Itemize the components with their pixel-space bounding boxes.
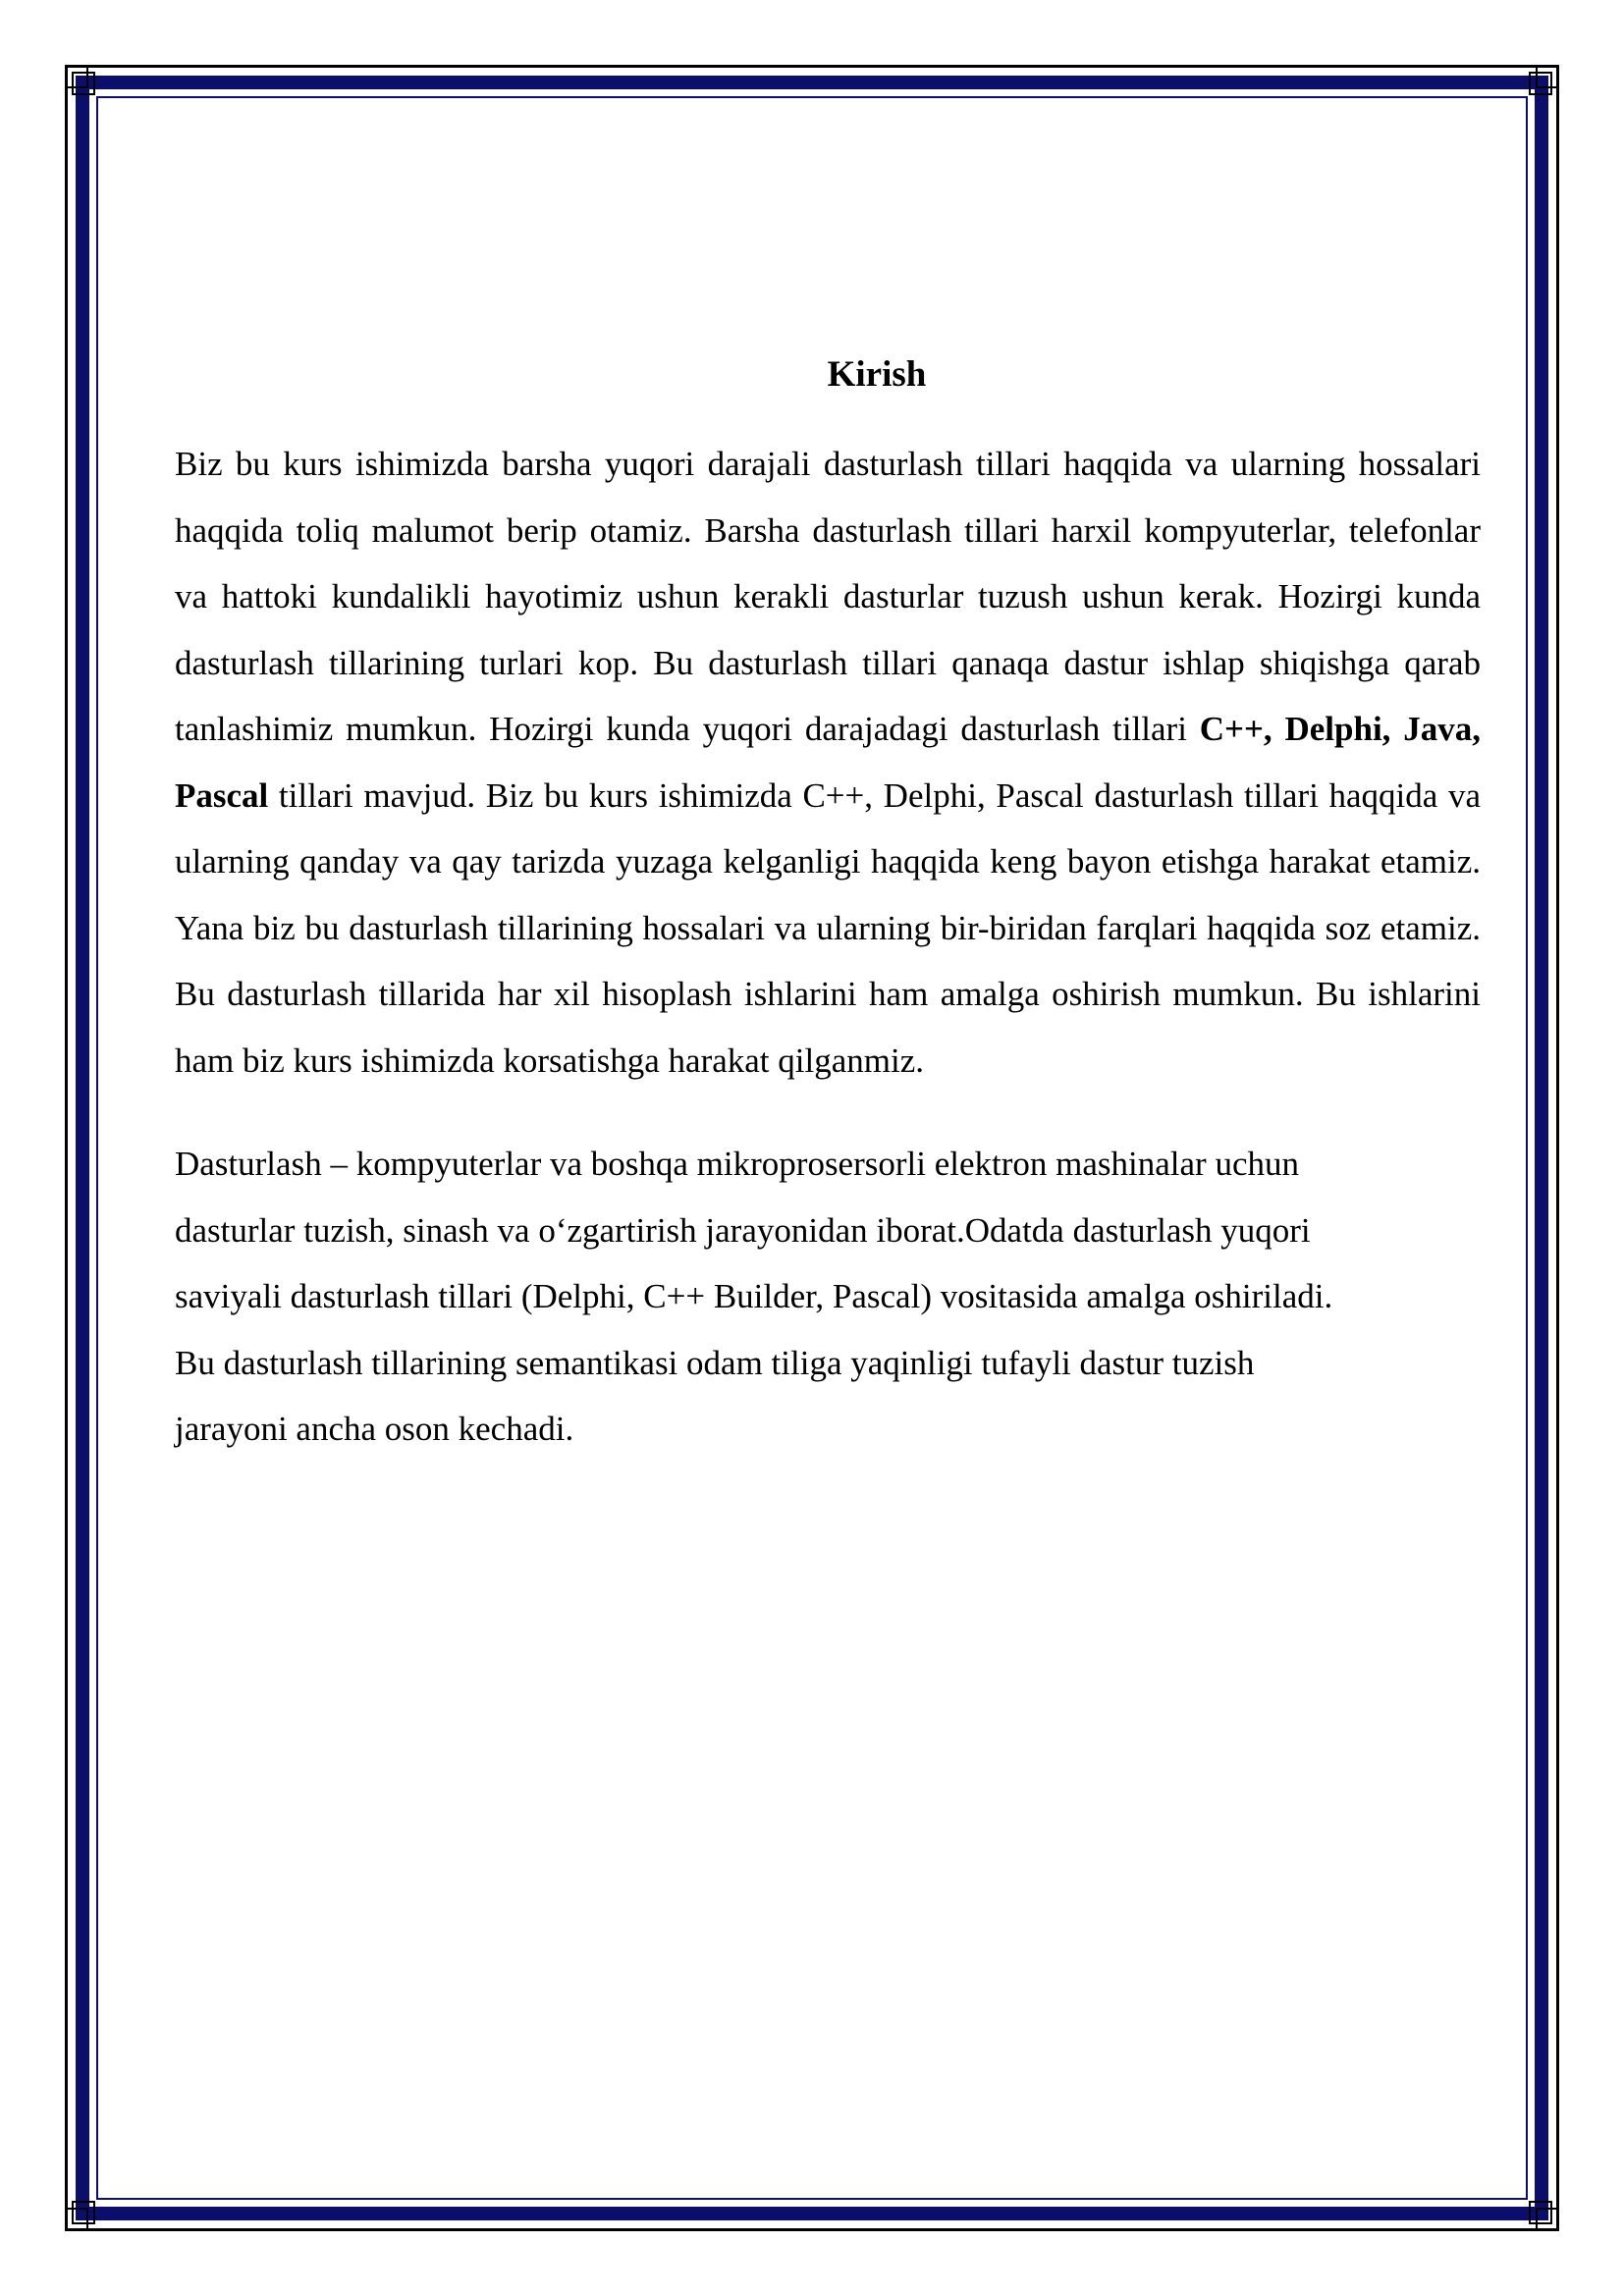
definition-line: Dasturlash – kompyuterlar va boshqa mikroprosersorli elektron mashinalar uchun	[175, 1145, 1299, 1183]
intro-text-start: Biz bu kurs ishimizda barsha yuqori darajali dasturlash tillari haqqida va ularning hossalari haqqida toliq malumot berip otamiz. Barsha dasturlash tillari harxil kompyuterlar, telefonlar va hattoki kundalikli hayotimiz ushun kerakli dasturlar tuzush ushun kerak. Hozirgi kunda dasturlash tillarining turlari kop. Bu dasturlash tillari qanaqa dastur ishlap shiqishga qarab tanlashimiz mumkun. Hozirgi kunda yuqori darajadagi dasturlash tillari	[175, 445, 1481, 748]
intro-paragraph	[175, 431, 1481, 1094]
definition-paragraph	[175, 1131, 1481, 1463]
corner-ornament-icon	[65, 2192, 104, 2231]
document-body	[175, 353, 1481, 1463]
corner-ornament-icon	[1520, 65, 1559, 104]
definition-line: saviyali dasturlash tillari (Delphi, C++ Builder, Pascal) vositasida amalga oshiriladi.	[175, 1277, 1333, 1315]
document-title: Kirish	[827, 354, 927, 395]
intro-text-end: tillari mavjud. Biz bu kurs ishimizda C++, Delphi, Pascal dasturlash tillari haqqida va ularning qanday va qay tarizda yuzaga kelganligi haqqida keng bayon etishga harakat etamiz. Yana biz bu dasturlash tillarining hossalari va ularning bir-biridan farqlari haqqida soz etamiz. Bu dasturlash tillarida har xil hisoplash ishlarini ham amalga oshirish mumkun. Bu ishlarini ham biz kurs ishimizda korsatishga harakat qilganmiz.	[175, 775, 1481, 1080]
definition-line: Bu dasturlash tillarining semantikasi odam tiliga yaqinligi tufayli dastur tuzish	[175, 1343, 1255, 1382]
corner-ornament-icon	[1520, 2192, 1559, 2231]
definition-line: dasturlar tuzish, sinash va oʻzgartirish jarayonidan iborat.Odatda dasturlash yuqori	[175, 1210, 1311, 1250]
definition-line: jarayoni ancha oson kechadi.	[175, 1410, 574, 1448]
languages-bold-text: C++, Delphi, Java, Pascal	[175, 710, 1481, 815]
corner-ornament-icon	[65, 65, 104, 104]
